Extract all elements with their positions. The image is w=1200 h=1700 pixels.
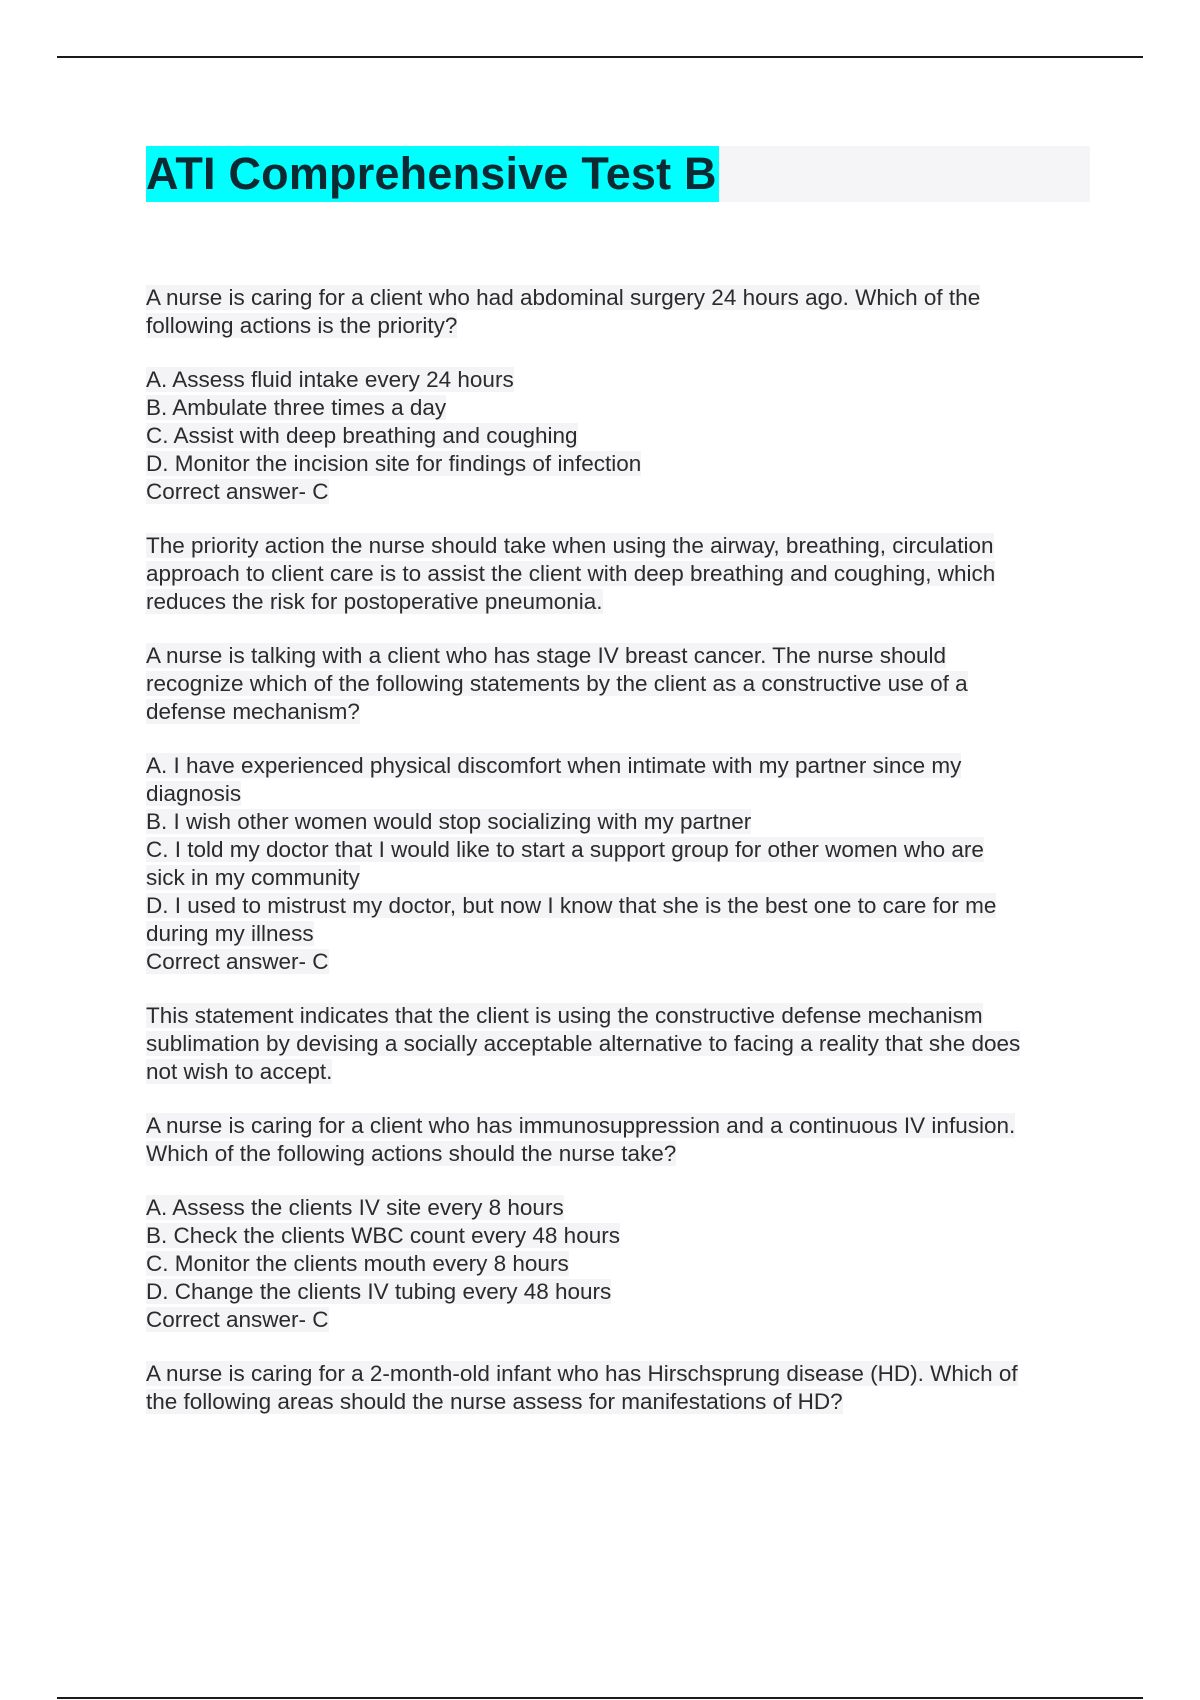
title-band — [146, 146, 1090, 202]
paragraph-q2-options — [146, 752, 1090, 976]
text-line — [146, 642, 1090, 670]
line-text: C. Monitor the clients mouth every 8 hours — [146, 1251, 569, 1276]
line-text: defense mechanism? — [146, 699, 360, 724]
text-line — [146, 1058, 1090, 1086]
line-text: A nurse is caring for a 2-month-old infant who has Hirschsprung disease (HD). Which of — [146, 1361, 1018, 1386]
text-line — [146, 312, 1090, 340]
text-line — [146, 1002, 1090, 1030]
line-text: recognize which of the following statements by the client as a constructive use of a — [146, 671, 968, 696]
text-line — [146, 450, 1090, 478]
line-text: Which of the following actions should the nurse take? — [146, 1141, 677, 1166]
line-text: not wish to accept. — [146, 1059, 333, 1084]
paragraph-q3 — [146, 1112, 1090, 1168]
bottom-rule — [57, 1697, 1143, 1699]
document-body — [146, 284, 1090, 1416]
text-line — [146, 808, 1090, 836]
line-text: C. I told my doctor that I would like to start a support group for other women who are — [146, 837, 984, 862]
text-line — [146, 394, 1090, 422]
paragraph-q1-rationale — [146, 532, 1090, 616]
text-line — [146, 752, 1090, 780]
line-text: D. Change the clients IV tubing every 48 hours — [146, 1279, 612, 1304]
line-text: sublimation by devising a socially acceptable alternative to facing a reality that she does — [146, 1031, 1021, 1056]
line-text: diagnosis — [146, 781, 242, 806]
text-line — [146, 864, 1090, 892]
line-text: Correct answer- C — [146, 1307, 329, 1332]
line-text: D. Monitor the incision site for findings of infection — [146, 451, 642, 476]
line-text: following actions is the priority? — [146, 313, 458, 338]
text-line — [146, 1030, 1090, 1058]
text-line — [146, 1112, 1090, 1140]
paragraph-q1 — [146, 284, 1090, 340]
text-line — [146, 588, 1090, 616]
text-line — [146, 422, 1090, 450]
line-text: A nurse is caring for a client who has immunosuppression and a continuous IV infusion. — [146, 1113, 1016, 1138]
text-line — [146, 1194, 1090, 1222]
line-text: approach to client care is to assist the client with deep breathing and coughing, which — [146, 561, 996, 586]
text-line — [146, 1278, 1090, 1306]
line-text: B. Ambulate three times a day — [146, 395, 447, 420]
text-line — [146, 1250, 1090, 1278]
top-rule — [57, 56, 1143, 58]
text-line — [146, 836, 1090, 864]
line-text: the following areas should the nurse assess for manifestations of HD? — [146, 1389, 843, 1414]
text-line — [146, 948, 1090, 976]
text-line — [146, 560, 1090, 588]
text-line — [146, 284, 1090, 312]
line-text: The priority action the nurse should take when using the airway, breathing, circulation — [146, 533, 994, 558]
text-line — [146, 920, 1090, 948]
line-text: A. I have experienced physical discomfort when intimate with my partner since my — [146, 753, 962, 778]
line-text: Correct answer- C — [146, 949, 329, 974]
text-line — [146, 532, 1090, 560]
text-line — [146, 892, 1090, 920]
text-line — [146, 1360, 1090, 1388]
line-text: during my illness — [146, 921, 314, 946]
line-text: C. Assist with deep breathing and coughing — [146, 423, 578, 448]
text-line — [146, 1306, 1090, 1334]
text-line — [146, 366, 1090, 394]
document-title: ATI Comprehensive Test B — [146, 146, 719, 202]
text-line — [146, 1388, 1090, 1416]
text-line — [146, 1140, 1090, 1168]
paragraph-q3-options — [146, 1194, 1090, 1334]
line-text: reduces the risk for postoperative pneumonia. — [146, 589, 603, 614]
text-line — [146, 670, 1090, 698]
page-content — [146, 146, 1090, 1442]
line-text: A. Assess the clients IV site every 8 hours — [146, 1195, 564, 1220]
paragraph-q2 — [146, 642, 1090, 726]
line-text: B. I wish other women would stop socializing with my partner — [146, 809, 752, 834]
line-text: D. I used to mistrust my doctor, but now I know that she is the best one to care for me — [146, 893, 997, 918]
text-line — [146, 780, 1090, 808]
line-text: This statement indicates that the client is using the constructive defense mechanism — [146, 1003, 983, 1028]
text-line — [146, 478, 1090, 506]
paragraph-q2-rationale — [146, 1002, 1090, 1086]
text-line — [146, 698, 1090, 726]
line-text: A nurse is caring for a client who had abdominal surgery 24 hours ago. Which of the — [146, 285, 981, 310]
line-text: sick in my community — [146, 865, 360, 890]
paragraph-q1-options — [146, 366, 1090, 506]
line-text: A. Assess fluid intake every 24 hours — [146, 367, 514, 392]
paragraph-q4 — [146, 1360, 1090, 1416]
line-text: Correct answer- C — [146, 479, 329, 504]
line-text: A nurse is talking with a client who has stage IV breast cancer. The nurse should — [146, 643, 947, 668]
text-line — [146, 1222, 1090, 1250]
line-text: B. Check the clients WBC count every 48 hours — [146, 1223, 620, 1248]
